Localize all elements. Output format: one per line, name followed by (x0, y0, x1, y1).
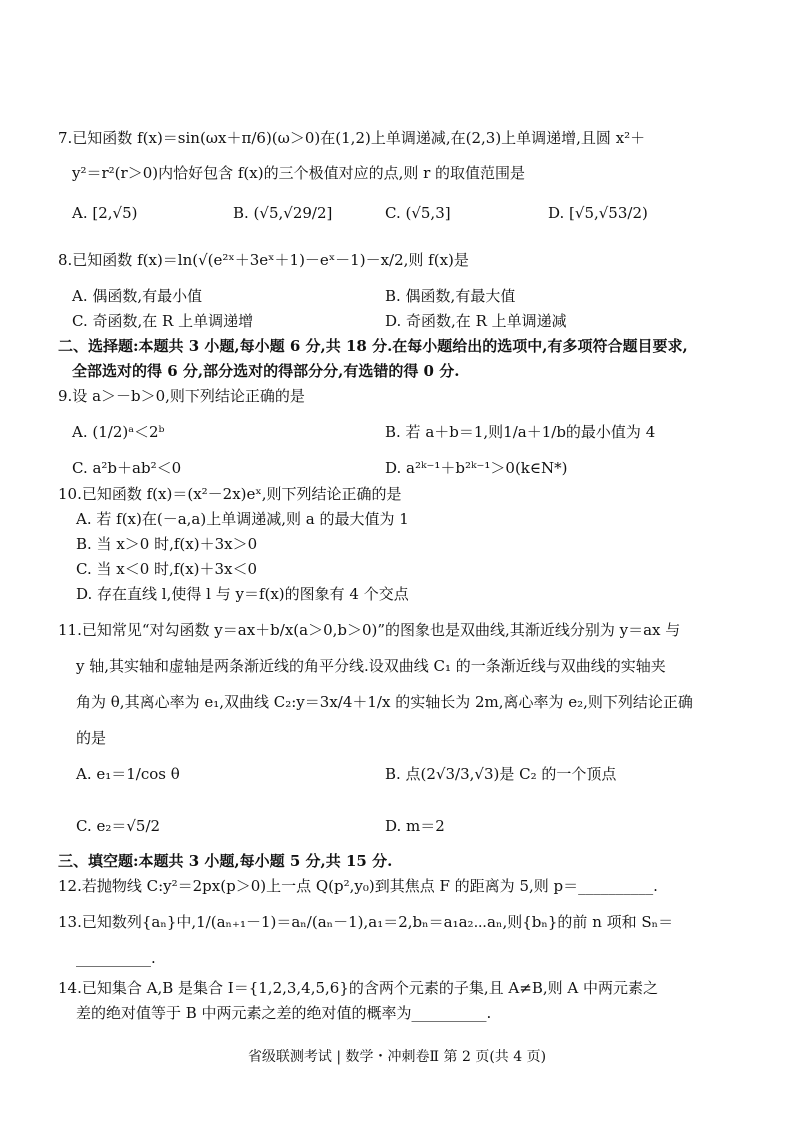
q8-stem: 8.已知函数 f(x)＝ln(√(e²ˣ＋3eˣ＋1)－eˣ－1)－x/2,则 f(x)是 (58, 251, 469, 269)
q9-option-b: B. 若 a＋b＝1,则1/a＋1/b的最小值为 4 (385, 423, 656, 441)
section2-line1: 二、选择题:本题共 3 小题,每小题 6 分,共 18 分.在每小题给出的选项中,有多项符合题目要求, (58, 337, 688, 355)
q9-option-a: A. (1/2)ᵃ＜2ᵇ (72, 423, 165, 441)
q7-option-d: D. [√5,√53/2) (548, 204, 648, 222)
q8-option-b: B. 偶函数,有最大值 (385, 287, 516, 305)
q8-option-d: D. 奇函数,在 R 上单调递减 (385, 312, 567, 330)
q10-option-a: A. 若 f(x)在(－a,a)上单调递减,则 a 的最大值为 1 (76, 510, 409, 528)
q10-option-c: C. 当 x＜0 时,f(x)＋3x＜0 (76, 560, 258, 578)
q8-option-a: A. 偶函数,有最小值 (72, 287, 203, 305)
q11-option-a: A. e₁＝1/cos θ (76, 765, 180, 783)
q7-option-a: A. [2,√5) (72, 204, 138, 222)
q10-stem: 10.已知函数 f(x)＝(x²－2x)eˣ,则下列结论正确的是 (58, 485, 402, 503)
q11-line3: 角为 θ,其离心率为 e₁,双曲线 C₂:y＝3x/4＋1/x 的实轴长为 2m,离心率为 e₂,则下列结论正确 (76, 693, 693, 711)
q9-option-d: D. a²ᵏ⁻¹＋b²ᵏ⁻¹＞0(k∈N*) (385, 459, 568, 477)
q13-line1: 13.已知数列{aₙ}中,1/(aₙ₊₁－1)＝aₙ/(aₙ－1),a₁＝2,bₙ＝a₁a₂⋯aₙ,则{bₙ}的前 n 项和 Sₙ＝ (58, 913, 674, 931)
q7-line1: 7.已知函数 f(x)＝sin(ωx＋π/6)(ω＞0)在(1,2)上单调递减,在(2,3)上单调递增,且圆 x²＋ (58, 129, 646, 147)
q11-line1: 11.已知常见“对勾函数 y＝ax＋b/x(a＞0,b＞0)”的图象也是双曲线,其渐近线分别为 y＝ax 与 (58, 621, 681, 639)
q10-option-d: D. 存在直线 l,使得 l 与 y＝f(x)的图象有 4 个交点 (76, 585, 409, 603)
q9-option-c: C. a²b＋ab²＜0 (72, 459, 182, 477)
section2-line2: 全部选对的得 6 分,部分选对的得部分分,有选错的得 0 分. (72, 362, 460, 380)
q14-line1: 14.已知集合 A,B 是集合 I＝{1,2,3,4,5,6}的含两个元素的子集,且 A≠B,则 A 中两元素之 (58, 979, 658, 997)
q11-line2: y 轴,其实轴和虚轴是两条渐近线的角平分线.设双曲线 C₁ 的一条渐近线与双曲线的实轴夹 (76, 657, 666, 675)
q9-stem: 9.设 a＞－b＞0,则下列结论正确的是 (58, 387, 305, 405)
q7-line2: y²＝r²(r＞0)内恰好包含 f(x)的三个极值对应的点,则 r 的取值范围是 (72, 164, 526, 182)
page-footer: 省级联测考试 | 数学・冲刺卷Ⅱ 第 2 页(共 4 页) (247, 1049, 547, 1065)
q7-option-b: B. (√5,√29/2] (233, 204, 333, 222)
q11-option-b: B. 点(2√3/3,√3)是 C₂ 的一个顶点 (385, 765, 617, 783)
q11-option-d: D. m＝2 (385, 817, 445, 835)
q10-option-b: B. 当 x＞0 时,f(x)＋3x＞0 (76, 535, 258, 553)
q7-option-c: C. (√5,3] (385, 204, 451, 222)
q11-option-c: C. e₂＝√5/2 (76, 817, 161, 835)
q11-line4: 的是 (76, 729, 107, 747)
q8-option-c: C. 奇函数,在 R 上单调递增 (72, 312, 254, 330)
q12-text: 12.若抛物线 C:y²＝2px(p＞0)上一点 Q(p²,y₀)到其焦点 F 的距离为 5,则 p＝__________. (58, 877, 658, 895)
q13-line2: __________. (76, 949, 156, 967)
q14-line2: 差的绝对值等于 B 中两元素之差的绝对值的概率为__________. (76, 1004, 492, 1022)
section3-heading: 三、填空题:本题共 3 小题,每小题 5 分,共 15 分. (58, 852, 393, 870)
